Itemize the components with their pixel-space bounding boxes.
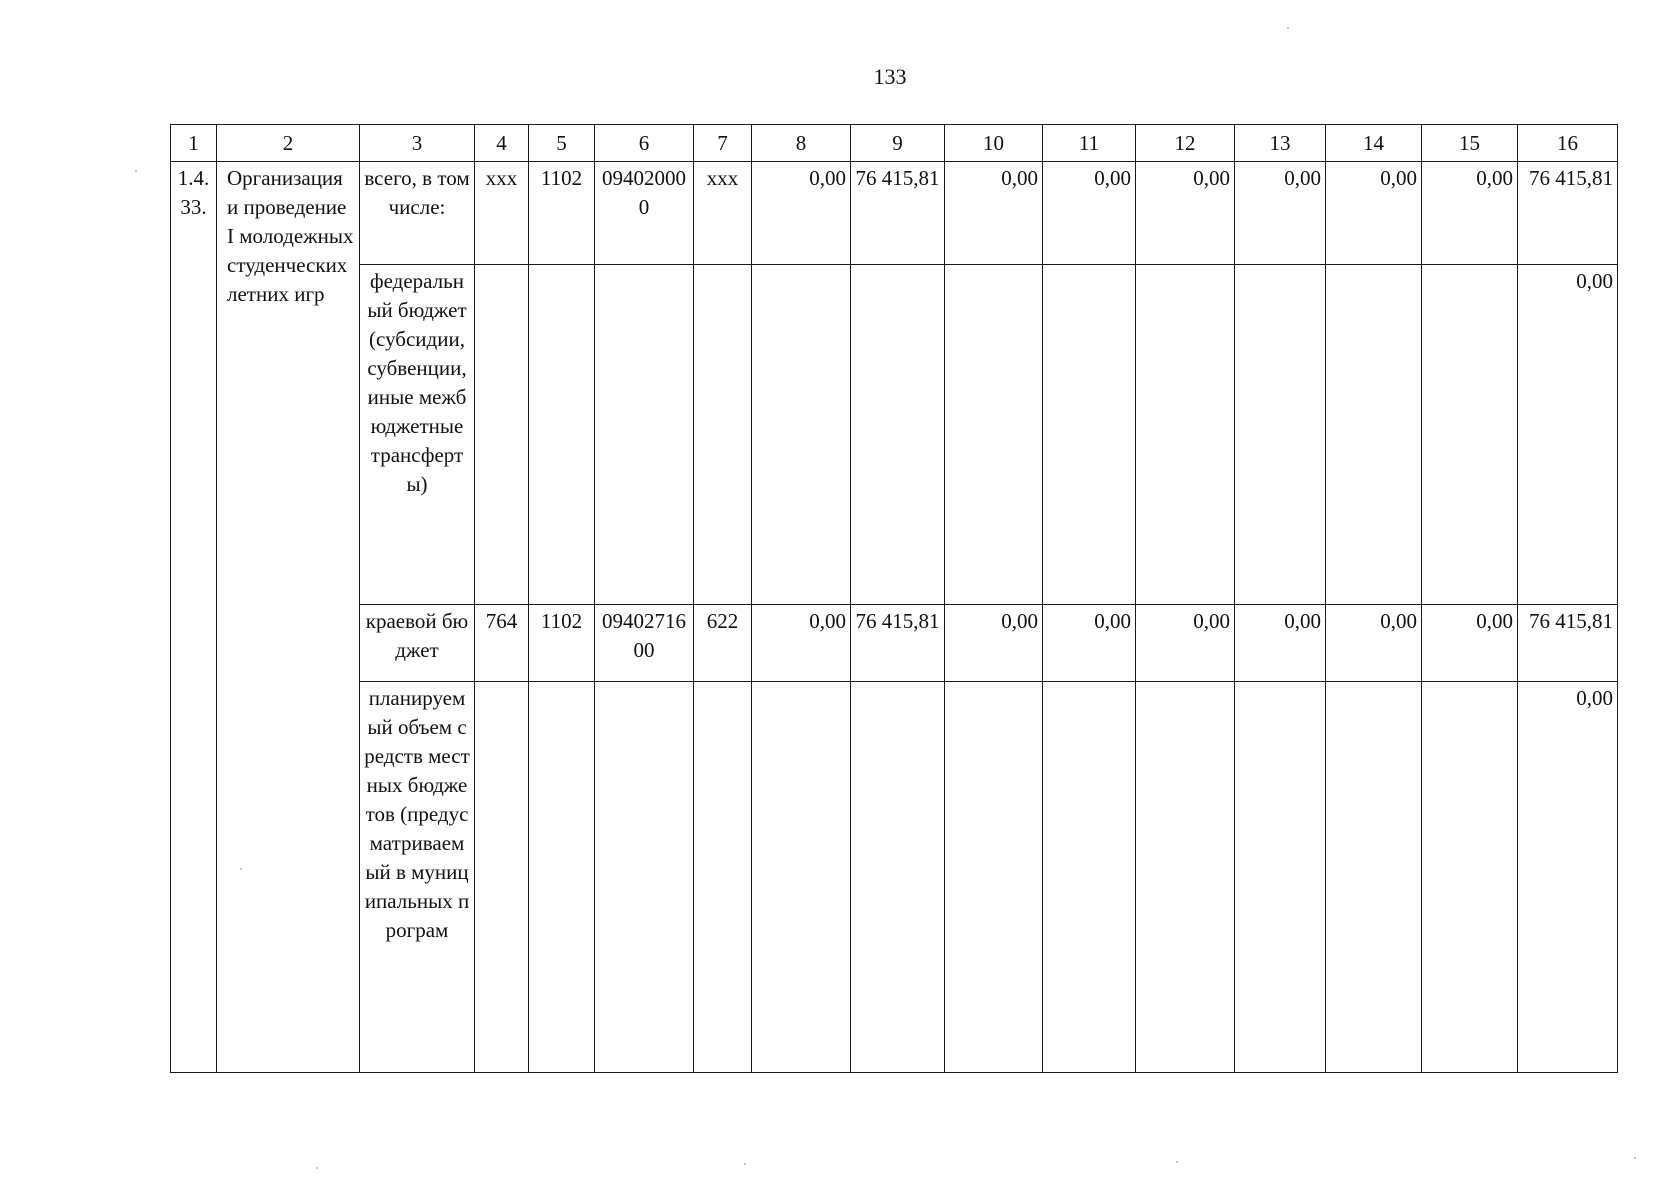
value-cell-13: 0,00 — [1235, 162, 1326, 265]
value-cell-11: 0,00 — [1043, 605, 1136, 682]
value-cell-12: 0,00 — [1136, 162, 1235, 265]
column-header-10: 10 — [945, 125, 1043, 162]
value-cell-8 — [752, 265, 851, 605]
csr-cell — [595, 265, 694, 605]
gzrbs-cell: 764 — [475, 605, 529, 682]
header-row — [171, 125, 1618, 162]
column-header-15: 15 — [1422, 125, 1518, 162]
vr-cell — [694, 682, 752, 1073]
value-cell-8 — [752, 682, 851, 1073]
scan-speck — [1287, 27, 1289, 29]
value-cell-12 — [1136, 682, 1235, 1073]
scan-speck — [1176, 1161, 1178, 1163]
column-header-1: 1 — [171, 125, 217, 162]
value-cell-13 — [1235, 682, 1326, 1073]
value-cell-10 — [945, 682, 1043, 1073]
value-cell-12 — [1136, 265, 1235, 605]
column-header-6: 6 — [595, 125, 694, 162]
value-cell-9: 76 415,81 — [851, 605, 945, 682]
value-cell-10: 0,00 — [945, 162, 1043, 265]
page-number: 133 — [873, 64, 907, 89]
column-header-7: 7 — [694, 125, 752, 162]
vr-cell: ххх — [694, 162, 752, 265]
source-label-cell: планируемый объем средств местных бюджетов (предусматриваемый в муниципальных програм — [360, 682, 475, 1073]
value-cell-14: 0,00 — [1326, 605, 1422, 682]
value-cell-12: 0,00 — [1136, 605, 1235, 682]
value-cell-14: 0,00 — [1326, 162, 1422, 265]
column-header-4: 4 — [475, 125, 529, 162]
column-header-16: 16 — [1518, 125, 1618, 162]
value-cell-10: 0,00 — [945, 605, 1043, 682]
value-cell-14 — [1326, 265, 1422, 605]
column-header-9: 9 — [851, 125, 945, 162]
csr-cell: 094020000 — [595, 162, 694, 265]
table-row-local — [171, 682, 1618, 1073]
source-label-cell: федеральный бюджет (субсидии, субвенции, иные межбюджетные трансферты) — [360, 265, 475, 605]
value-cell-13 — [1235, 265, 1326, 605]
budget-table — [170, 124, 1618, 1073]
value-cell-9 — [851, 682, 945, 1073]
value-cell-15: 0,00 — [1422, 162, 1518, 265]
table-row-federal — [171, 265, 1618, 605]
table-row-regional — [171, 605, 1618, 682]
rz-pr-cell — [529, 265, 595, 605]
value-cell-8: 0,00 — [752, 605, 851, 682]
vr-cell: 622 — [694, 605, 752, 682]
column-header-8: 8 — [752, 125, 851, 162]
column-header-2: 2 — [217, 125, 360, 162]
item-name-cell: Организация и проведение I молодежных студенческих летних игр — [217, 162, 360, 1073]
column-header-14: 14 — [1326, 125, 1422, 162]
vr-cell — [694, 265, 752, 605]
scan-speck — [240, 868, 242, 870]
value-cell-9 — [851, 265, 945, 605]
gzrbs-cell — [475, 265, 529, 605]
value-cell-10 — [945, 265, 1043, 605]
source-label-cell: краевой бюджет — [360, 605, 475, 682]
value-cell-16: 76 415,81 — [1518, 605, 1618, 682]
column-header-3: 3 — [360, 125, 475, 162]
gzrbs-cell — [475, 682, 529, 1073]
item-number-cell: 1.4.33. — [171, 162, 217, 1073]
value-cell-15 — [1422, 682, 1518, 1073]
value-cell-9: 76 415,81 — [851, 162, 945, 265]
value-cell-14 — [1326, 682, 1422, 1073]
value-cell-13: 0,00 — [1235, 605, 1326, 682]
value-cell-15: 0,00 — [1422, 605, 1518, 682]
value-cell-11 — [1043, 682, 1136, 1073]
csr-cell: 0940271600 — [595, 605, 694, 682]
scan-speck — [316, 1167, 318, 1169]
scan-speck — [1634, 1157, 1636, 1159]
column-header-11: 11 — [1043, 125, 1136, 162]
value-cell-11 — [1043, 265, 1136, 605]
rz-pr-cell — [529, 682, 595, 1073]
value-cell-11: 0,00 — [1043, 162, 1136, 265]
gzrbs-cell: ххх — [475, 162, 529, 265]
value-cell-16: 76 415,81 — [1518, 162, 1618, 265]
column-header-13: 13 — [1235, 125, 1326, 162]
csr-cell — [595, 682, 694, 1073]
value-cell-16: 0,00 — [1518, 265, 1618, 605]
scan-speck — [135, 170, 137, 172]
table-row-total — [171, 162, 1618, 265]
column-header-5: 5 — [529, 125, 595, 162]
scan-speck — [744, 1163, 746, 1165]
source-label-cell: всего, в том числе: — [360, 162, 475, 265]
value-cell-8: 0,00 — [752, 162, 851, 265]
value-cell-15 — [1422, 265, 1518, 605]
value-cell-16: 0,00 — [1518, 682, 1618, 1073]
rz-pr-cell: 1102 — [529, 605, 595, 682]
column-header-12: 12 — [1136, 125, 1235, 162]
rz-pr-cell: 1102 — [529, 162, 595, 265]
